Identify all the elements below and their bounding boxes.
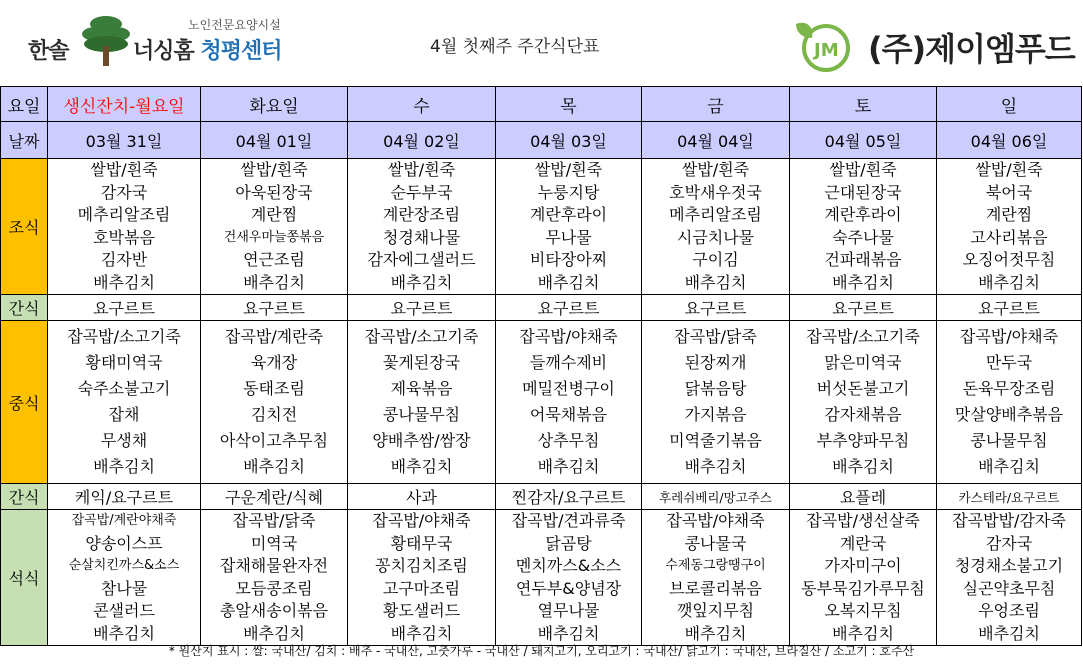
- date-cell: 04월 05일: [790, 122, 937, 159]
- breakfast-row: [1, 159, 1082, 295]
- menu-item: 쌀밥/흰죽: [240, 160, 308, 179]
- meal-cell: [642, 159, 790, 295]
- jm-leaf-icon: [790, 18, 862, 72]
- date-row: [1, 122, 1082, 159]
- day-cell: 토: [790, 87, 937, 122]
- snack-cell: 요구르트: [937, 295, 1082, 321]
- menu-item: 쌀밥/흰죽: [975, 160, 1043, 179]
- menu-item: 배추김치: [390, 457, 453, 476]
- menu-item: 상추무침: [537, 431, 600, 450]
- menu-item: 순살치킨까스&소스: [68, 558, 180, 573]
- day-cell: 수: [348, 87, 496, 122]
- day-cell: 화요일: [201, 87, 348, 122]
- meal-cell: [348, 510, 496, 646]
- menu-item: 배추김치: [390, 623, 453, 643]
- breakfast-label: 조식: [1, 159, 48, 295]
- menu-item: 미역줄기볶음: [669, 431, 762, 450]
- day-row: [1, 87, 1082, 122]
- menu-item: 잡곡밥/닭죽: [674, 327, 757, 346]
- menu-item: 숙주소불고기: [77, 379, 171, 398]
- menu-item: 잡곡밥/야채죽: [666, 511, 765, 530]
- day-cell: 목: [496, 87, 642, 122]
- menu-item: 쌀밥/흰죽: [534, 160, 603, 179]
- snack-cell: 케익/요구르트: [48, 484, 201, 510]
- logo-hansol-text: 한솔: [28, 39, 69, 64]
- lunch-label: 중식: [1, 321, 48, 484]
- menu-item: 계란국: [839, 533, 887, 553]
- menu-item: 누룽지탕: [537, 182, 600, 202]
- menu-item: 잡곡밥/계란죽: [224, 327, 324, 346]
- menu-item: 닭볶음탕: [684, 379, 747, 398]
- menu-item: 김치전: [250, 405, 298, 424]
- menu-item: 부추양파무침: [816, 431, 910, 450]
- menu-item: 배추김치: [684, 623, 747, 643]
- meal-cell: [937, 510, 1082, 646]
- menu-item: 깻잎지무침: [676, 601, 755, 620]
- snack-cell: 요구르트: [496, 295, 642, 321]
- snack1-label: 간식: [1, 295, 48, 321]
- date-cell: 04월 06일: [937, 122, 1082, 159]
- menu-item: 계란후라이: [824, 205, 902, 224]
- jmfood-logo: [790, 18, 1080, 74]
- menu-item: 돈육무장조림: [962, 379, 1056, 398]
- menu-item: 콩나물무침: [382, 405, 461, 424]
- menu-item: 배추김치: [93, 272, 155, 292]
- menu-item: 가지볶음: [684, 405, 747, 424]
- meal-cell: [48, 321, 201, 484]
- menu-item: 계란장조림: [382, 205, 461, 224]
- menu-item: 양배추쌈/쌈장: [372, 431, 471, 450]
- meal-cell: [201, 510, 348, 646]
- menu-item: 양송이스프: [85, 533, 163, 553]
- menu-item: 잡채: [108, 405, 140, 424]
- snack-cell: 요구르트: [348, 295, 496, 321]
- weekly-menu-table: [0, 86, 1082, 646]
- menu-item: 잡곡밥/야채죽: [372, 511, 471, 530]
- date-label: 날짜: [1, 122, 48, 159]
- menu-item: 청경채소불고기: [954, 556, 1064, 575]
- menu-item: 잡곡밥/계란야채죽: [71, 513, 177, 528]
- menu-item: 메추리알조림: [77, 205, 171, 224]
- menu-item: 잡곡밥/생선살죽: [806, 511, 920, 530]
- menu-item: 맑은미역국: [824, 353, 902, 372]
- menu-item: 잡채해물완자전: [219, 556, 329, 575]
- meal-cell: [48, 159, 201, 295]
- menu-item: 콩나물국: [684, 533, 747, 553]
- menu-item: 닭곰탕: [545, 533, 592, 553]
- date-cell: 04월 02일: [348, 122, 496, 159]
- menu-item: 북어국: [985, 182, 1033, 202]
- menu-item: 우엉조림: [978, 601, 1040, 620]
- menu-item: 메밀전병구이: [522, 379, 615, 398]
- meal-cell: [201, 321, 348, 484]
- day-cell: 생신잔치-월요일: [48, 87, 201, 122]
- tree-icon: [78, 12, 134, 70]
- menu-item: 잡곡밥/소고기죽: [364, 327, 479, 346]
- menu-item: 수제동그랑땡구이: [665, 558, 766, 573]
- menu-item: 숙주나물: [832, 227, 894, 247]
- menu-item: 호박볶음: [93, 227, 155, 247]
- snack-cell: 사과: [348, 484, 496, 510]
- menu-item: 황태미역국: [85, 353, 163, 372]
- menu-item: 배추김치: [537, 457, 600, 476]
- menu-item: 계란후라이: [529, 205, 608, 224]
- menu-item: 호박새우젓국: [669, 182, 762, 202]
- meal-cell: [496, 321, 642, 484]
- menu-item: 참나물: [100, 578, 148, 598]
- menu-item: 콘샐러드: [93, 601, 155, 620]
- menu-item: 배추김치: [243, 457, 305, 476]
- menu-item: 황도샐러드: [382, 601, 461, 620]
- lunch-row: [1, 321, 1082, 484]
- page-header: [0, 0, 1083, 86]
- menu-item: 김자반: [100, 250, 148, 269]
- day-label: 요일: [1, 87, 48, 122]
- menu-item: 멘치까스&소스: [515, 556, 622, 575]
- dinner-row: [1, 510, 1082, 646]
- page-title: 4월 첫째주 주간식단표: [430, 37, 600, 57]
- menu-item: 잡곡밥밥/감자죽: [952, 511, 1066, 530]
- logo-name-text: 너싱홈 청평센터: [133, 39, 282, 64]
- menu-item: 시금치나물: [676, 227, 755, 247]
- snack1-row: [1, 295, 1082, 321]
- menu-item: 콩나물무침: [970, 431, 1048, 450]
- snack-cell: 요구르트: [790, 295, 937, 321]
- meal-cell: [48, 510, 201, 646]
- date-cell: 03월 31일: [48, 122, 201, 159]
- snack-cell: 카스테라/요구르트: [937, 484, 1082, 510]
- menu-item: 오징어젓무침: [962, 250, 1056, 269]
- menu-item: 버섯돈불고기: [816, 379, 910, 398]
- menu-item: 제육볶음: [390, 379, 453, 398]
- meal-cell: [496, 159, 642, 295]
- menu-item: 아욱된장국: [235, 182, 313, 202]
- menu-item: 배추김치: [93, 457, 155, 476]
- menu-item: 배추김치: [684, 457, 747, 476]
- menu-item: 육개장: [250, 353, 298, 372]
- menu-item: 연근조림: [243, 250, 305, 269]
- menu-item: 잡곡밥/야채죽: [519, 327, 618, 346]
- logo-subtitle: 노인전문요양시설: [188, 18, 281, 32]
- menu-item: 무나물: [545, 227, 592, 247]
- meal-cell: [790, 159, 937, 295]
- date-cell: 04월 03일: [496, 122, 642, 159]
- snack-cell: 찐감자/요구르트: [496, 484, 642, 510]
- snack-cell: 요구르트: [201, 295, 348, 321]
- menu-item: 배추김치: [832, 457, 894, 476]
- menu-item: 배추김치: [832, 272, 894, 292]
- menu-item: 동태조림: [243, 379, 305, 398]
- meal-cell: [937, 321, 1082, 484]
- menu-item: 쌀밥/흰죽: [681, 160, 750, 179]
- menu-item: 배추김치: [243, 272, 305, 292]
- date-cell: 04월 04일: [642, 122, 790, 159]
- menu-item: 황태무국: [390, 533, 453, 553]
- snack-cell: 요구르트: [48, 295, 201, 321]
- menu-item: 잡곡밥/닭죽: [232, 511, 316, 530]
- menu-item: 실곤약초무침: [962, 578, 1056, 598]
- snack2-label: 간식: [1, 484, 48, 510]
- menu-item: 오복지무침: [824, 601, 902, 620]
- menu-item: 배추김치: [93, 623, 155, 643]
- meal-cell: [201, 159, 348, 295]
- menu-item: 잡곡밥/야채죽: [959, 327, 1059, 346]
- meal-cell: [642, 321, 790, 484]
- menu-item: 감자국: [100, 182, 148, 202]
- menu-item: 맛살양배추볶음: [954, 405, 1064, 424]
- menu-item: 배추김치: [243, 623, 305, 643]
- menu-item: 근대된장국: [824, 182, 902, 202]
- meal-cell: [348, 321, 496, 484]
- meal-cell: [790, 510, 937, 646]
- menu-item: 연두부&양념장: [515, 578, 622, 598]
- menu-item: 잡곡밥/견과류죽: [511, 511, 626, 530]
- menu-item: 만두국: [985, 353, 1033, 372]
- date-cell: 04월 01일: [201, 122, 348, 159]
- menu-item: 동부묵김가루무침: [801, 578, 925, 598]
- menu-item: 쌀밥/흰죽: [387, 160, 456, 179]
- brand-name: (주)제이엠푸드: [868, 30, 1075, 68]
- menu-item: 건파래볶음: [824, 250, 902, 269]
- menu-item: 감자채볶음: [824, 405, 902, 424]
- menu-item: 배추김치: [978, 457, 1040, 476]
- snack-cell: 후레쉬베리/망고주스: [642, 484, 790, 510]
- menu-item: 비타장아찌: [529, 250, 608, 269]
- menu-item: 배추김치: [537, 623, 600, 643]
- day-cell: 일: [937, 87, 1082, 122]
- menu-item: 쌀밥/흰죽: [90, 160, 158, 179]
- snack2-row: [1, 484, 1082, 510]
- menu-item: 고사리볶음: [970, 227, 1048, 247]
- menu-item: 쌀밥/흰죽: [829, 160, 897, 179]
- menu-item: 배추김치: [390, 272, 453, 292]
- menu-item: 꽃게된장국: [382, 353, 461, 372]
- meal-cell: [642, 510, 790, 646]
- menu-item: 가자미구이: [824, 556, 902, 575]
- menu-item: 계란찜: [250, 205, 298, 224]
- day-cell: 금: [642, 87, 790, 122]
- menu-item: 건새우마늘쫑볶음: [223, 229, 325, 245]
- meal-cell: [937, 159, 1082, 295]
- menu-item: 열무나물: [537, 601, 600, 620]
- menu-item: 배추김치: [537, 272, 600, 292]
- menu-item: 고구마조림: [382, 578, 461, 598]
- menu-item: 배추김치: [684, 272, 747, 292]
- menu-item: 아삭이고추무침: [219, 431, 329, 450]
- snack-cell: 구운계란/식혜: [201, 484, 348, 510]
- menu-item: 잡곡밥/소고기죽: [67, 327, 181, 346]
- svg-text:JM: JM: [814, 40, 839, 61]
- meal-cell: [496, 510, 642, 646]
- menu-item: 청경채나물: [382, 227, 461, 247]
- menu-item: 모듬콩조림: [235, 578, 313, 598]
- menu-item: 메추리알조림: [669, 205, 762, 224]
- menu-item: 꽁치김치조림: [375, 556, 468, 575]
- menu-item: 감자국: [985, 533, 1033, 553]
- meal-cell: [790, 321, 937, 484]
- menu-item: 들깨수제비: [529, 353, 608, 372]
- menu-item: 구이김: [692, 250, 739, 269]
- menu-item: 된장찌개: [684, 353, 747, 372]
- menu-item: 어묵채볶음: [529, 405, 608, 424]
- menu-item: 미역국: [250, 533, 298, 553]
- menu-item: 배추김치: [832, 623, 894, 643]
- menu-item: 감자에그샐러드: [367, 250, 476, 269]
- menu-item: 계란찜: [985, 205, 1033, 224]
- dinner-label: 석식: [1, 510, 48, 646]
- menu-item: 브로콜리볶음: [669, 578, 762, 598]
- nursing-home-logo: [28, 12, 298, 72]
- snack-cell: 요플레: [790, 484, 937, 510]
- meal-cell: [348, 159, 496, 295]
- snack-cell: 요구르트: [642, 295, 790, 321]
- menu-item: 무생채: [100, 431, 148, 450]
- menu-item: 순두부국: [390, 182, 453, 202]
- origin-footnote: * 원산지 표시 : 쌀: 국내산/ 김치 : 배추 - 국내산, 고춧가루 - 국내산 / 돼지고기, 오리고기 : 국내산/ 닭고기 : 국내산, 브라질산 / 소고기 : 호주산: [168, 644, 915, 658]
- menu-item: 배추김치: [978, 272, 1040, 292]
- menu-item: 총알새송이볶음: [219, 601, 329, 620]
- menu-item: 잡곡밥/소고기죽: [806, 327, 920, 346]
- menu-item: 배추김치: [978, 623, 1040, 643]
